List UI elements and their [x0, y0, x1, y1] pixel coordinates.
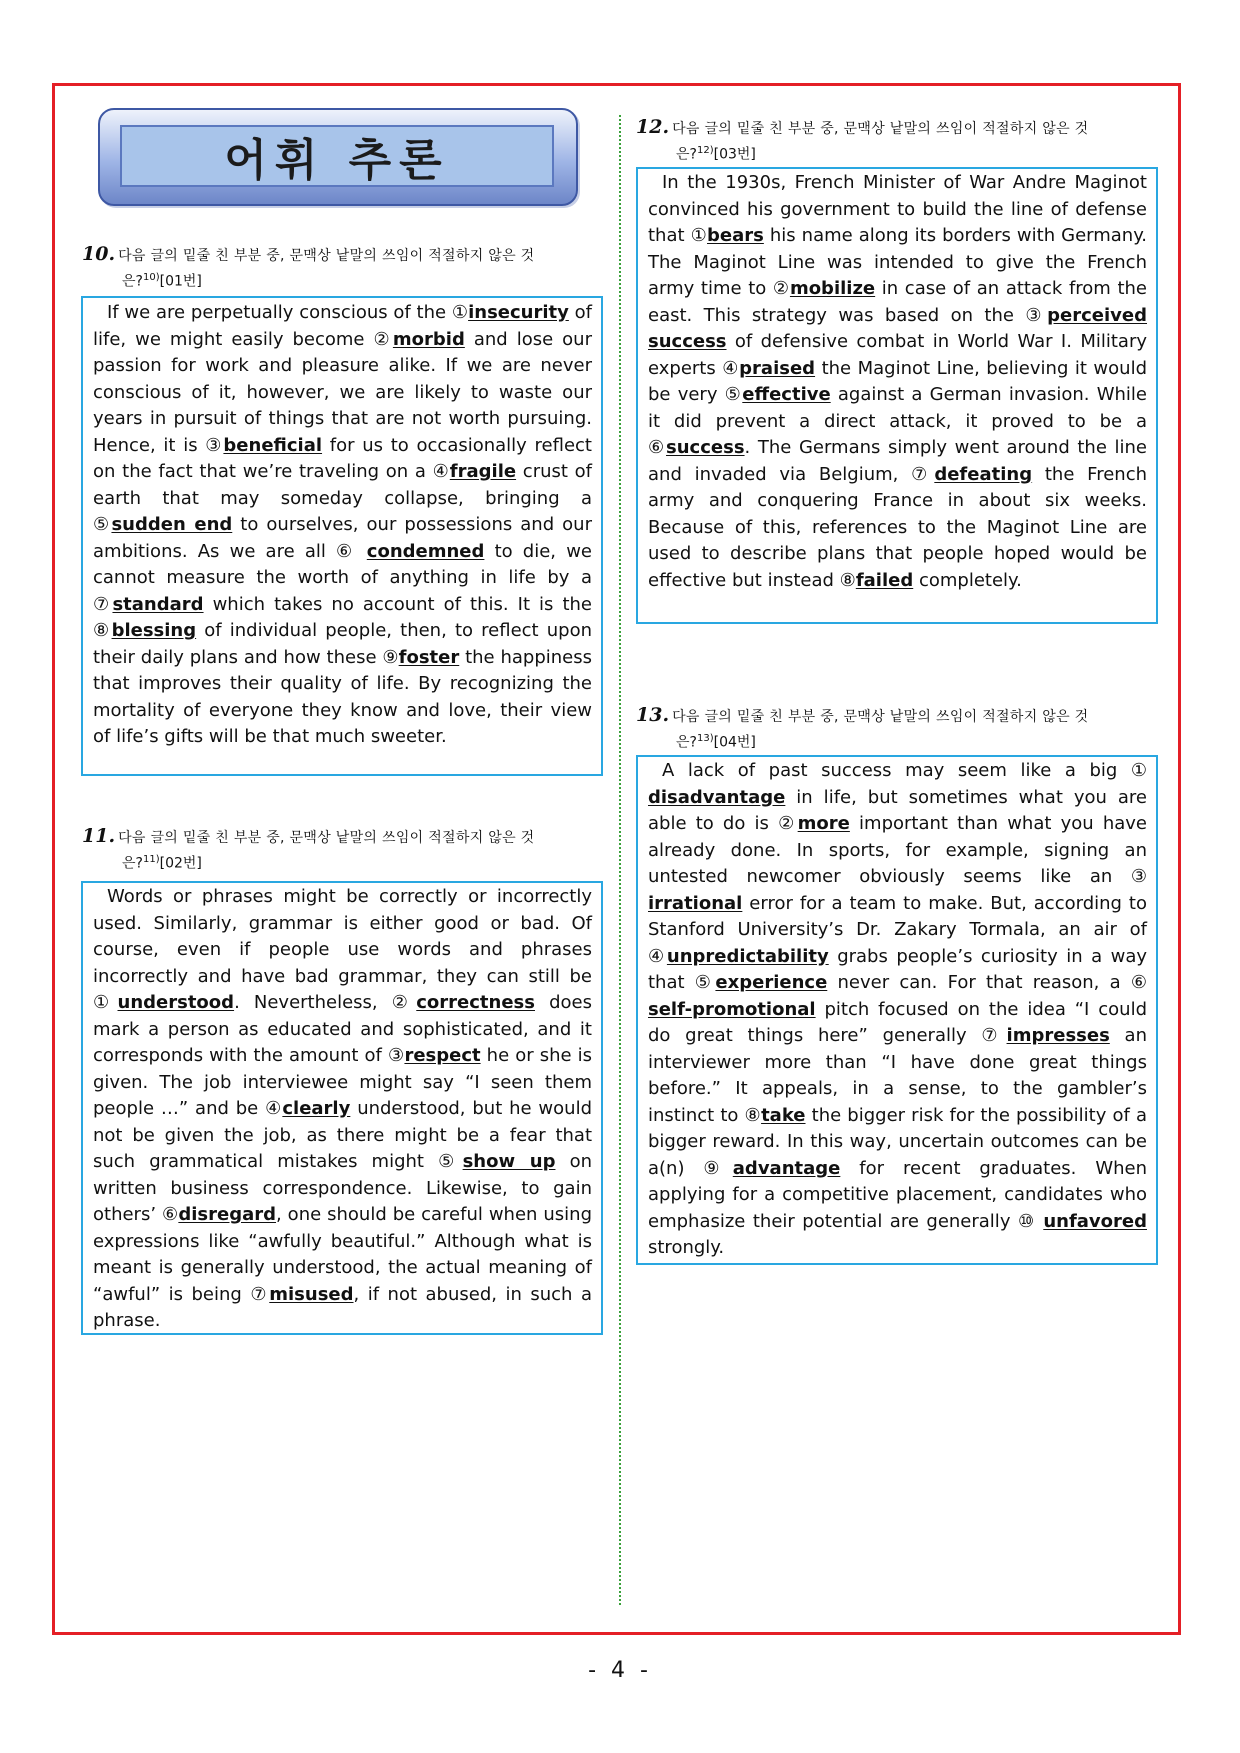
underlined-term: perceived success [648, 304, 1147, 352]
passage-text: of life, we might easily become ② [93, 302, 592, 350]
passage-text: and lose our passion for work and pleasure alike. If we are never conscious of it, however, we are likely to waste our years in pursuit of things that are not worth pursuing. Hence, it is ③ [93, 328, 592, 456]
passage-text: the French army and conquering France in about six weeks. Because of this, references to the Maginot Line are used to describe plans that people hoped would be effective but instead ⑧ [648, 463, 1147, 591]
footnote-marker: 11) [142, 854, 160, 865]
underlined-term: take [761, 1104, 806, 1126]
passage-text: he or she is given. The job interviewee might say “I seen them people …” and be ④ [93, 1045, 592, 1119]
underlined-term: irrational [648, 892, 743, 914]
passage-text: on written business correspondence. Likewise, to gain others’ ⑥ [93, 1151, 592, 1225]
passage-text: In the 1930s, French Minister of War Andre Maginot convinced his government to build the line of defense that ① [648, 172, 1147, 246]
underlined-term: defeating [934, 463, 1033, 485]
footnote-marker: 10) [142, 272, 160, 283]
column-divider [619, 115, 621, 1605]
question-12-header [636, 117, 1156, 166]
underlined-term: sudden end [111, 514, 233, 535]
question-prompt-cont: 은? [122, 273, 143, 290]
underlined-term: disadvantage [648, 786, 786, 808]
underlined-term: more [797, 813, 850, 834]
underlined-term: respect [404, 1045, 481, 1066]
underlined-term: self-promotional [648, 998, 816, 1020]
underlined-term: blessing [111, 620, 197, 641]
footnote-marker: 13) [696, 733, 714, 744]
passage [648, 170, 1147, 594]
underlined-term: clearly [282, 1098, 351, 1119]
passage-text: the bigger risk for the possibility of a bigger reward. In this way, uncertain outcomes can be a(n) ⑨ [648, 1104, 1147, 1179]
passage-text: If we are perpetually conscious of the ① [107, 302, 469, 323]
question-prompt: 다음 글의 밑줄 친 부분 중, 문맥상 낱말의 쓰임이 적절하지 않은 것 [672, 121, 1089, 137]
question-prompt: 다음 글의 밑줄 친 부분 중, 문맥상 낱말의 쓰임이 적절하지 않은 것 [672, 709, 1089, 725]
underlined-term: unfavored [1043, 1210, 1147, 1232]
underlined-term: insecurity [468, 302, 569, 323]
question-11-header [82, 826, 602, 875]
passage-text: A lack of past success may seem like a big ① [662, 760, 1147, 781]
question-10-passage-box [81, 296, 603, 776]
footnote-marker: 12) [696, 145, 714, 156]
underlined-term: success [666, 437, 745, 458]
passage [93, 300, 592, 751]
underlined-term: advantage [732, 1157, 841, 1179]
underlined-term: disregard [178, 1204, 277, 1225]
passage-text: for us to occasionally reflect on the fact that we’re traveling on a ④ [93, 434, 592, 482]
question-12-passage-box [636, 167, 1158, 624]
question-source: [03번] [713, 146, 756, 163]
underlined-term: fragile [449, 461, 517, 482]
question-source: [02번] [159, 855, 202, 872]
page-title: 어휘 추론 [120, 125, 554, 187]
underlined-term: failed [855, 569, 914, 591]
passage-text: the happiness that improves their quality of life. By recognizing the mortality of everyone they know and love, their view of life’s gifts will be that much sweeter. [93, 646, 592, 747]
underlined-term: unpredictability [666, 945, 829, 967]
question-13-passage-box [636, 755, 1158, 1265]
question-prompt: 다음 글의 밑줄 친 부분 중, 문맥상 낱말의 쓰임이 적절하지 않은 것 [118, 830, 535, 846]
page-number: - 4 - [588, 1658, 652, 1683]
passage-text: for recent graduates. When applying for a competitive placement, candidates who emphasize their potential are generally ⑩ [648, 1157, 1148, 1232]
passage-text: of individual people, then, to reflect upon their daily plans and how these ⑨ [93, 620, 592, 668]
underlined-term: praised [739, 357, 816, 379]
passage-text: important than what you have already done. In sports, for example, signing an untested newcomer obviously seems like an ③ [648, 813, 1147, 887]
passage-text: strongly. [648, 1237, 725, 1258]
passage-text: completely. [913, 569, 1022, 591]
passage [648, 758, 1147, 1262]
question-10-header [82, 244, 602, 293]
passage-text: which takes no account of this. It is the ⑧ [93, 593, 593, 641]
passage-text: to ourselves, our possessions and our ambitions. As we are all ⑥ [93, 514, 592, 562]
underlined-term: effective [742, 384, 831, 405]
passage-text: grabs people’s curiosity in a way that ⑤ [648, 945, 1148, 993]
passage-text: of defensive combat in World War I. Military experts ④ [648, 331, 1147, 379]
underlined-term: morbid [392, 328, 465, 350]
question-number: 11. [82, 825, 116, 847]
underlined-term: show up [462, 1151, 556, 1172]
underlined-term: bears [707, 225, 764, 246]
passage-text: , one should be careful when using expressions like “awfully beautiful.” Although what is meant is generally understood, the actual meaning of “awful” is being ⑦ [93, 1204, 592, 1305]
underlined-term: mobilize [789, 278, 876, 299]
passage-text: never can. For that reason, a ⑥ [827, 972, 1147, 993]
underlined-term: condemned [366, 540, 485, 562]
question-number: 12. [636, 116, 670, 138]
passage [93, 884, 592, 1335]
passage-text: understood, but he would not be given the job, as there might be a fear that such grammatical mistakes might ⑤ [93, 1098, 592, 1172]
passage-text: Words or phrases might be correctly or incorrectly used. Similarly, grammar is either good or bad. Of course, even if people use words and phrases incorrectly and have bad grammar, they can still be ① [93, 886, 592, 1013]
question-prompt-cont: 은? [676, 734, 697, 751]
passage-text: an interviewer more than “I have done great things before.” It appeals, in a sense, to the gambler’s instinct to ⑧ [648, 1025, 1147, 1126]
question-number: 13. [636, 704, 670, 726]
passage-text: his name along its borders with Germany. The Maginot Line was intended to give the French army time to ② [648, 225, 1148, 299]
underlined-term: standard [112, 593, 204, 615]
passage-text: against a German invasion. While it did prevent a direct attack, it proved to be a ⑥ [648, 384, 1148, 458]
passage-text: the Maginot Line, believing it would be very ⑤ [648, 357, 1147, 405]
passage-text: error for a team to make. But, according to Stanford University’s Dr. Zakary Tormala, an air of ④ [648, 892, 1147, 967]
question-prompt-cont: 은? [676, 146, 697, 163]
question-prompt: 다음 글의 밑줄 친 부분 중, 문맥상 낱말의 쓰임이 적절하지 않은 것 [118, 248, 535, 264]
passage-text: . Nevertheless, ② [234, 992, 417, 1013]
passage-text: in case of an attack from the east. This strategy was based on the ③ [648, 278, 1147, 326]
passage-text: to die, we cannot measure the worth of anything in life by a ⑦ [93, 540, 592, 615]
underlined-term: beneficial [223, 434, 323, 456]
question-source: [01번] [159, 273, 202, 290]
question-prompt-cont: 은? [122, 855, 143, 872]
question-number: 10. [82, 243, 116, 265]
passage-text: . The Germans simply went around the line and invaded via Belgium, ⑦ [648, 437, 1148, 485]
underlined-term: foster [398, 646, 460, 668]
passage-text: , if not abused, in such a phrase. [93, 1283, 592, 1331]
passage-text: in life, but sometimes what you are able to do is ② [648, 786, 1147, 834]
question-source: [04번] [713, 734, 756, 751]
passage-text: does mark a person as educated and sophisticated, and it corresponds with the amount of ③ [93, 992, 592, 1066]
underlined-term: understood [117, 992, 235, 1013]
passage-text: pitch focused on the idea “I could do great things here” generally ⑦ [648, 998, 1147, 1046]
passage-text: crust of earth that may someday collapse, bringing a ⑤ [93, 461, 592, 535]
underlined-term: impresses [1006, 1025, 1110, 1046]
underlined-term: correctness [416, 992, 535, 1013]
question-13-header [636, 705, 1156, 754]
question-11-passage-box [81, 881, 603, 1335]
underlined-term: experience [715, 972, 828, 993]
underlined-term: misused [269, 1283, 354, 1305]
